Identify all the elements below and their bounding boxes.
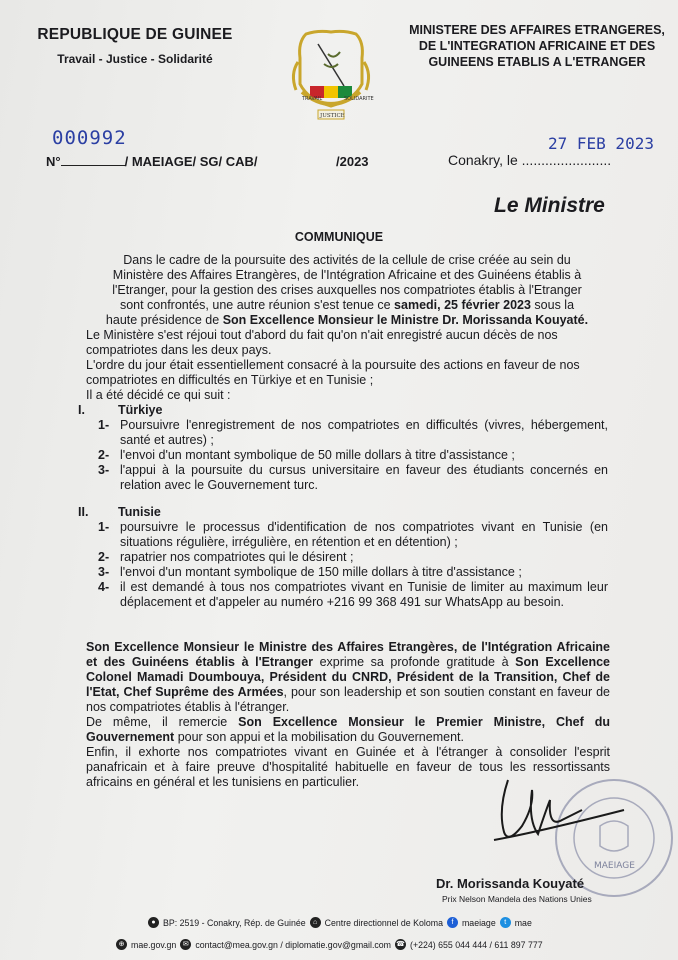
emblem-word-center: JUSTICE <box>320 113 345 119</box>
facebook-icon[interactable]: f <box>447 917 458 928</box>
emblem-word-right: SOLIDARITE <box>344 96 374 102</box>
list-item: 2- l'envoi d'un montant symbolique de 50 mille dollars à titre d'assistance ; <box>98 448 515 462</box>
list-item: 3- l'envoi d'un montant symbolique de 150 mille dollars à titre d'assistance ; <box>98 565 522 579</box>
section-heading: II. Tunisie <box>78 505 161 519</box>
signatory-award: Prix Nelson Mandela des Nations Unies <box>442 894 592 904</box>
ministry-header <box>396 22 678 70</box>
intro-line: l'Etranger, pour la gestion des crises auxquelles nos compatriotes établis à l'Etranger <box>112 283 582 297</box>
sender-title: Le Ministre <box>494 194 605 217</box>
list-item: 4- il est demandé à tous nos compatriotes vivant en Tunisie de limiter au maximum leur déplacement et d'appeler au numéro +216 99 368 491 sur WhatsApp au besoin. <box>98 580 608 609</box>
reference-prefix: N° <box>46 154 61 169</box>
communique-body <box>78 253 608 610</box>
national-motto: Travail - Justice - Solidarité <box>57 52 213 66</box>
location-pin-icon: ● <box>148 917 159 928</box>
header-left <box>0 26 270 66</box>
intro-line: Ministère des Affaires Etrangères, de l'Intégration Africaine et des Guinéens établis à <box>112 268 582 282</box>
twitter-icon[interactable]: t <box>500 917 511 928</box>
gratitude-paragraph: Son Excellence Monsieur le Ministre des Affaires Etrangères, de l'Intégration Africaine et des Guinéens établis à l'Etranger exprime sa profonde gratitude à Son Excellence Colonel Mamadi Doumbouya, Président du CNRD, Président de la Transition, Chef de l'Etat, Chef Suprême des Armées, pour son leadership et son soutien constant en faveur de nos compatriotes établis à l'étranger. <box>86 640 610 714</box>
place-date: Conakry, le ....................... <box>448 152 612 168</box>
closing-section <box>86 640 610 790</box>
reference-code: / MAEIAGE/ SG/ CAB/ <box>124 154 258 169</box>
coat-of-arms-icon <box>288 24 374 124</box>
paragraph: Le Ministère s'est réjoui tout d'abord du fait qu'on n'ait enregistré aucun décès de nos compatriotes dans les deux pays. <box>86 328 558 357</box>
web-icon: ⊕ <box>116 939 127 950</box>
section-tunisie <box>78 505 608 610</box>
footer-line-2 <box>116 939 543 950</box>
mail-icon: ✉ <box>180 939 191 950</box>
footer-twitter[interactable]: mae <box>514 917 532 928</box>
document-title: COMMUNIQUE <box>294 230 384 244</box>
location-icon: ⌂ <box>310 917 321 928</box>
list-item: 2- rapatrier nos compatriotes qui le désirent ; <box>98 550 354 564</box>
stamp-number: 000992 <box>52 127 127 149</box>
reference-blank <box>61 154 125 166</box>
list-item: 3- l'appui à la poursuite du cursus universitaire en faveur des étudiants concernés en relation avec le Gouvernement turc. <box>98 463 608 492</box>
intro-line: Dans le cadre de la poursuite des activités de la cellule de crise créée au sein du <box>123 253 571 267</box>
signatory-name: Dr. Morissanda Kouyaté <box>436 876 585 891</box>
footer-phones: (+224) 655 044 444 / 611 897 777 <box>410 939 543 950</box>
footer-emails[interactable]: contact@mea.gov.gn / diplomatie.gov@gmail.com <box>195 939 392 950</box>
thanks-paragraph: De même, il remercie Son Excellence Monsieur le Premier Ministre, Chef du Gouvernement pour son appui et la mobilisation du Gouvernement. <box>86 715 610 744</box>
paragraph: Il a été décidé ce qui suit : <box>86 388 231 402</box>
exhortation-paragraph: Enfin, il exhorte nos compatriotes vivant en Guinée et à l'étranger à consolider l'esprit panafricain et à faire preuve d'hospitalité habituelle en faveur de tous les ressortissants africains en général et les tunisiens en particulier. <box>86 745 610 789</box>
section-heading: I. Türkiye <box>78 403 163 417</box>
ministry-line: MINISTERE DES AFFAIRES ETRANGERES, <box>409 23 665 37</box>
list-item: 1- poursuivre le processus d'identification de nos compatriotes vivant en Tunisie (en situations régulière, irrégulière, en rétention et en détention) ; <box>98 520 608 549</box>
footer-bp: BP: 2519 - Conakry, Rép. de Guinée <box>163 917 306 928</box>
reference-line <box>46 154 258 169</box>
stamp-date: 27 FEB 2023 <box>548 134 654 153</box>
reference-year: /2023 <box>336 154 369 169</box>
section-turkiye <box>78 403 608 493</box>
intro-line: sont confrontés, une autre réunion s'est tenue ce samedi, 25 février 2023 sous la <box>119 298 575 312</box>
phone-icon: ☎ <box>396 941 405 948</box>
emblem-word-left: TRAVAIL <box>302 96 323 102</box>
paragraph: L'ordre du jour était essentiellement consacré à la poursuite des actions en faveur de nos compatriotes en difficultés en Türkiye et en Tunisie ; <box>86 358 580 387</box>
footer-line-1 <box>148 917 532 928</box>
footer-web[interactable]: mae.gov.gn <box>131 939 177 950</box>
republic-title: REPUBLIQUE DE GUINEE <box>37 26 233 43</box>
footer-facebook[interactable]: maeiage <box>461 917 496 928</box>
intro-line: haute présidence de Son Excellence Monsieur le Ministre Dr. Morissanda Kouyaté. <box>105 313 589 327</box>
list-item: 1- Poursuivre l'enregistrement de nos compatriotes en difficultés (vivres, hébergement, santé et autres) ; <box>98 418 608 447</box>
ministry-line: GUINEENS ETABLIS A L'ETRANGER <box>428 55 646 69</box>
signature-icon <box>478 770 628 860</box>
footer-centre: Centre directionnel de Koloma <box>324 917 443 928</box>
seal-text: MAEIAGE <box>594 861 635 871</box>
ministry-line: DE L'INTEGRATION AFRICAINE ET DES <box>418 39 656 53</box>
